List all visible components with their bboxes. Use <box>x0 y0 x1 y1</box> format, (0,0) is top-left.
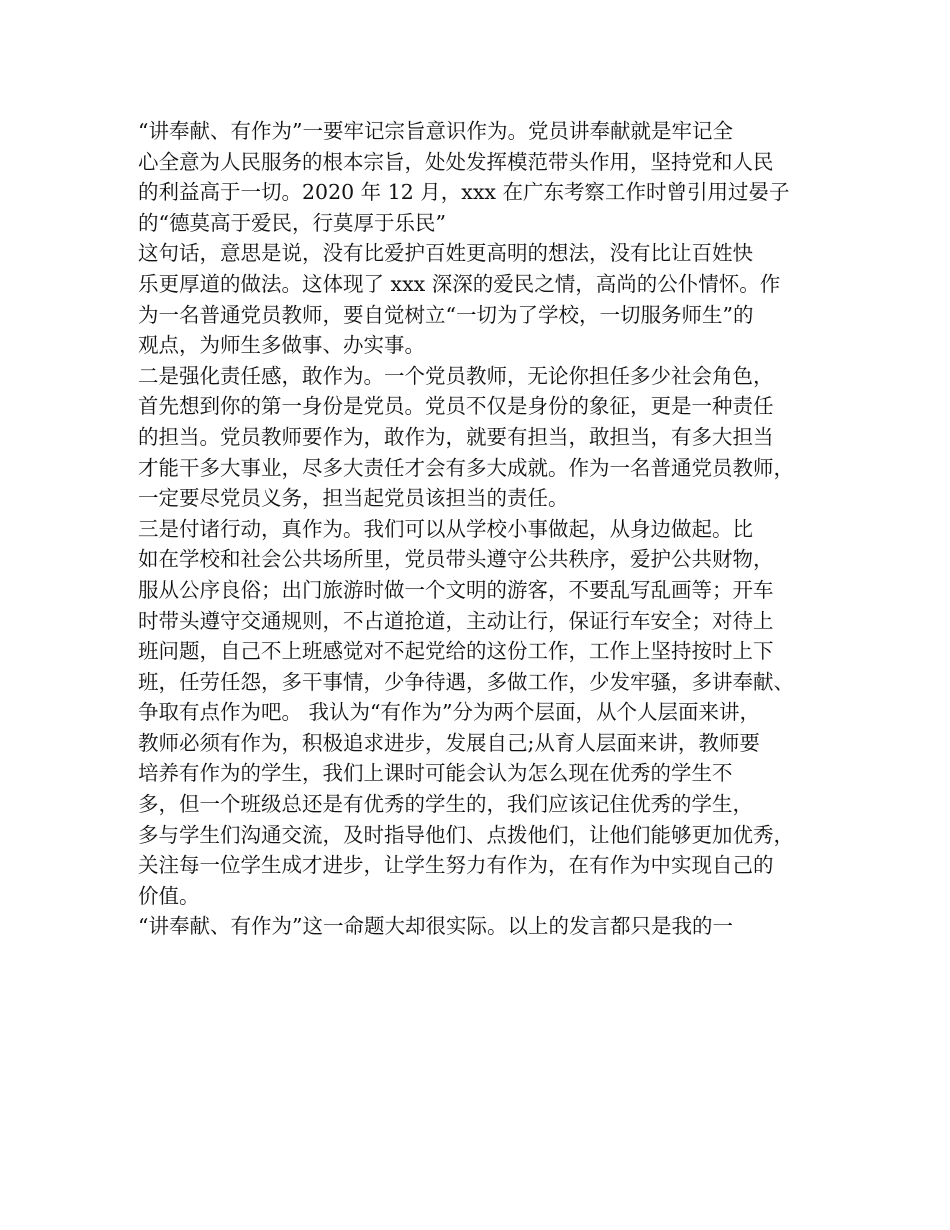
text-line: 二是强化责任感，敢作为。一个党员教师，无论你担任多少社会角色， <box>138 363 774 388</box>
document-body <box>138 116 838 942</box>
text-line: 的利益高于一切。2020 年 12 月，xxx 在广东考察工作时曾引用过晏子 <box>138 180 790 205</box>
text-line: 首先想到你的第一身份是党员。党员不仅是身份的象征，更是一种责任 <box>138 394 774 419</box>
text-line: 教师必须有作为，积极追求进步，发展自己;从育人层面来讲，教师要 <box>138 730 760 755</box>
text-line: 三是付诸行动，真作为。我们可以从学校小事做起，从身边做起。比 <box>138 516 753 541</box>
text-line: “讲奉献、有作为”一要牢记宗旨意识作为。党员讲奉献就是牢记全 <box>138 119 733 143</box>
text-line: 一定要尽党员义务，担当起党员该担当的责任。 <box>138 486 569 511</box>
text-line: 班问题，自己不上班感觉对不起党给的这份工作，工作上坚持按时上下 <box>138 639 774 664</box>
text-line: 班，任劳任怨，多干事情，少争待遇，多做工作，少发牢骚，多讲奉献、 <box>138 669 794 694</box>
text-line: 多，但一个班级总还是有优秀的学生的，我们应该记住优秀的学生， <box>138 792 753 817</box>
text-line: 乐更厚道的做法。这体现了 xxx 深深的爱民之情，高尚的公仆情怀。作 <box>138 271 781 296</box>
text-line: 的“德莫高于爱民，行莫厚于乐民” <box>138 210 446 235</box>
text-line: 这句话，意思是说，没有比爱护百姓更高明的想法，没有比让百姓快 <box>138 241 753 266</box>
text-line: 观点，为师生多做事、办实事。 <box>138 333 425 358</box>
text-line: 价值。 <box>138 883 200 908</box>
text-line: 如在学校和社会公共场所里，党员带头遵守公共秩序，爱护公共财物， <box>138 547 774 572</box>
text-line: 时带头遵守交通规则，不占道抢道，主动让行，保证行车安全；对待上 <box>138 608 774 633</box>
text-line: 服从公序良俗；出门旅游时做一个文明的游客，不要乱写乱画等；开车 <box>138 577 774 602</box>
text-line: 关注每一位学生成才进步，让学生努力有作为，在有作为中实现自己的 <box>138 853 774 878</box>
text-line: 的担当。党员教师要作为，敢作为，就要有担当，敢担当，有多大担当 <box>138 424 774 449</box>
text-line: 培养有作为的学生，我们上课时可能会认为怎么现在优秀的学生不 <box>138 761 733 786</box>
text-line: 多与学生们沟通交流，及时指导他们、点拨他们，让他们能够更加优秀， <box>138 822 794 847</box>
text-line: 争取有点作为吧。 我认为“有作为”分为两个层面，从个人层面来讲， <box>138 700 760 725</box>
text-line: 才能干多大事业，尽多大责任才会有多大成就。作为一名普通党员教师， <box>138 455 794 480</box>
text-line: 心全意为人民服务的根本宗旨，处处发挥模范带头作用，坚持党和人民 <box>138 149 774 174</box>
text-line: “讲奉献、有作为”这一命题大却很实际。以上的发言都只是我的一 <box>138 914 733 939</box>
text-line: 为一名普通党员教师，要自觉树立“一切为了学校，一切服务师生”的 <box>138 302 754 327</box>
